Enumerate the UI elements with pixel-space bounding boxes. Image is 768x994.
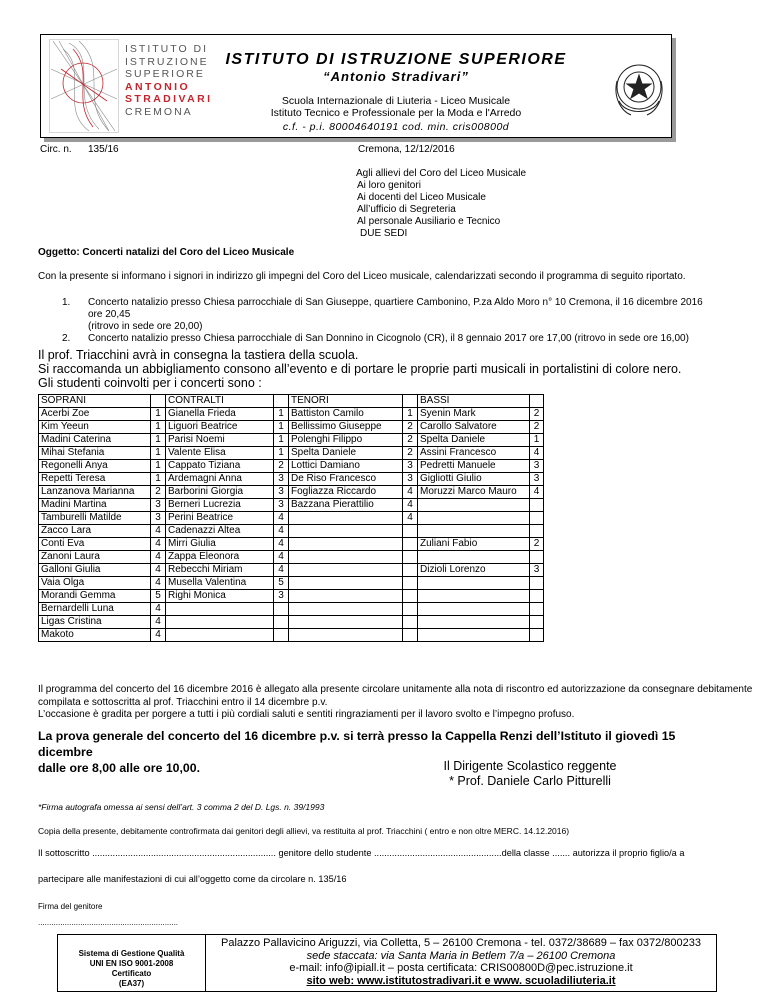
document-date: Cremona, 12/12/2016 (358, 144, 455, 155)
name-cell: Morandi Gemma (39, 590, 151, 603)
name-cell (418, 499, 530, 512)
logo-line: STRADIVARI (125, 93, 213, 105)
group-cell: 1 (151, 460, 166, 473)
group-cell: 1 (151, 473, 166, 486)
name-cell (289, 603, 403, 616)
table-row (39, 629, 544, 642)
group-cell: 3 (274, 499, 289, 512)
address-line: sede staccata: via Santa Maria in Betlem 7/a – 26100 Cremona (306, 949, 616, 962)
group-cell: 1 (530, 434, 544, 447)
institute-logo-icon (49, 39, 119, 133)
item-text: (ritrovo in sede ore 20,00) (88, 321, 203, 332)
group-cell (403, 616, 418, 629)
group-cell (530, 512, 544, 525)
cert-line: Certificato (111, 969, 152, 978)
concert-list (38, 297, 718, 345)
group-cell: 2 (403, 421, 418, 434)
name-cell: Regonelli Anya (39, 460, 151, 473)
logo-line: ANTONIO (125, 80, 191, 93)
name-cell: Zanoni Laura (39, 551, 151, 564)
group-cell (403, 603, 418, 616)
table-row (39, 603, 544, 616)
name-cell: Barborini Giorgia (166, 486, 274, 499)
group-cell: 1 (274, 434, 289, 447)
group-cell: 3 (274, 590, 289, 603)
group-cell: 1 (151, 434, 166, 447)
table-row (39, 408, 544, 421)
group-cell: 4 (274, 512, 289, 525)
name-cell (418, 577, 530, 590)
name-cell: Repetti Teresa (39, 473, 151, 486)
name-cell (289, 538, 403, 551)
name-cell: Carollo Salvatore (418, 421, 530, 434)
fiscal-code: c.f. - p.i. 80004640191 cod. min. cris00800d (282, 121, 510, 133)
table-row (39, 460, 544, 473)
group-cell: 4 (151, 616, 166, 629)
table-row (39, 590, 544, 603)
group-cell (403, 577, 418, 590)
name-cell: Bellissimo Giuseppe (289, 421, 403, 434)
name-cell: Valente Elisa (166, 447, 274, 460)
name-cell: Moruzzi Marco Mauro (418, 486, 530, 499)
name-cell: Mirri Giulia (166, 538, 274, 551)
group-cell (274, 603, 289, 616)
item-number: 2. (62, 333, 71, 344)
name-cell (166, 616, 274, 629)
item-text: Concerto natalizio presso Chiesa parrocchiale di San Giuseppe, quartiere Cambonino, P.za Aldo Moro n° 10 Cremona, il 16 dicembre 2016 ore 20,45 (88, 297, 703, 320)
name-cell: Zuliani Fabio (418, 538, 530, 551)
name-cell (418, 616, 530, 629)
group-cell (274, 629, 289, 642)
group-cell: 1 (151, 447, 166, 460)
group-cell: 4 (274, 564, 289, 577)
recipient: Al personale Ausiliario e Tecnico (357, 216, 501, 227)
group-cell: 2 (274, 460, 289, 473)
table-header-row (39, 395, 544, 408)
group-cell: 4 (274, 551, 289, 564)
group-cell: 1 (274, 447, 289, 460)
paragraph: dalle ore 8,00 alle ore 10,00. (38, 761, 201, 775)
name-cell: Mihai Stefania (39, 447, 151, 460)
name-cell (289, 616, 403, 629)
table-row (39, 577, 544, 590)
group-cell (530, 629, 544, 642)
paragraph: L’occasione è gradita per porgere a tutti i più cordiali saluti e sentiti ringraziamenti per il lavoro svolto e l’impegno profuso. (38, 709, 575, 720)
name-cell: Makoto (39, 629, 151, 642)
name-cell: CONTRALTI (166, 395, 274, 408)
group-cell: 3 (151, 499, 166, 512)
list-item (38, 333, 718, 345)
table-row (39, 538, 544, 551)
group-cell (530, 603, 544, 616)
table-row (39, 473, 544, 486)
cert-line: UNI EN ISO 9001-2008 (89, 959, 174, 968)
circular-label: Circ. n. (40, 144, 72, 155)
name-cell (418, 603, 530, 616)
email-line[interactable]: e-mail: info@ipiall.it – posta certificata: CRIS00800D@pec.istruzione.it (289, 962, 633, 974)
group-cell: 4 (151, 551, 166, 564)
authorization-form-line: partecipare alle manifestazioni di cui all’oggetto come da circolare n. 135/16 (38, 874, 347, 884)
name-cell (289, 551, 403, 564)
group-cell (403, 538, 418, 551)
group-cell: 3 (530, 473, 544, 486)
name-cell: Bazzana Pierattilio (289, 499, 403, 512)
name-cell: Pedretti Manuele (418, 460, 530, 473)
name-cell: Lanzanova Marianna (39, 486, 151, 499)
item-text: Concerto natalizio presso Chiesa parrocchiale di San Donnino in Cicognolo (CR), il 8 gennaio 2017 ore 17,00 (ritrovo in sede ore 16,00) (88, 333, 689, 344)
group-cell (403, 564, 418, 577)
recipient: All’ufficio di Segreteria (357, 204, 456, 215)
table-row (39, 525, 544, 538)
name-cell: Madini Caterina (39, 434, 151, 447)
header-line: Istituto Tecnico e Professionale per la Moda e l'Arredo (270, 107, 522, 119)
group-cell: 4 (151, 629, 166, 642)
logo-line: CREMONA (125, 105, 193, 118)
group-cell (403, 551, 418, 564)
choir-roster-table (38, 394, 544, 642)
name-cell (418, 512, 530, 525)
program-note (38, 684, 752, 722)
copy-note: Copia della presente, debitamente controfirmata dai genitori degli allievi, va restituita al prof. Triacchini ( entro e non oltre MERC. 14.12.2016) (38, 826, 570, 836)
table-row (39, 447, 544, 460)
name-cell (289, 564, 403, 577)
group-cell: 4 (274, 538, 289, 551)
name-cell: Spelta Daniele (289, 447, 403, 460)
name-cell: Dizioli Lorenzo (418, 564, 530, 577)
cert-line: (EA37) (118, 979, 145, 988)
header-line: Scuola Internazionale di Liuteria - Liceo Musicale (281, 95, 511, 107)
name-cell: BASSI (418, 395, 530, 408)
group-cell (403, 629, 418, 642)
group-cell: 3 (403, 460, 418, 473)
recipient: Agli allievi del Coro del Liceo Musicale (356, 168, 527, 179)
name-cell: Conti Eva (39, 538, 151, 551)
name-cell: SOPRANI (39, 395, 151, 408)
group-cell: 1 (403, 408, 418, 421)
intro-text: Con la presente si informano i signori in indirizzo gli impegni del Coro del Liceo musicale, calendarizzati secondo il programma di seguito riportato. (38, 271, 686, 282)
name-cell: Bernardelli Luna (39, 603, 151, 616)
group-cell (274, 616, 289, 629)
group-cell: 4 (151, 577, 166, 590)
logo-line: SUPERIORE (125, 68, 205, 80)
group-cell: 1 (274, 408, 289, 421)
circular-number: 135/16 (88, 144, 119, 155)
parent-signature-line: ............................................................... (38, 918, 179, 927)
name-cell (418, 525, 530, 538)
quality-certification (58, 935, 206, 991)
group-cell: 2 (530, 421, 544, 434)
instructions (38, 348, 681, 390)
item-number: 1. (62, 297, 71, 308)
group-cell: 4 (151, 525, 166, 538)
republic-emblem-icon (611, 41, 667, 131)
name-cell: Zappa Eleonora (166, 551, 274, 564)
name-cell: De Riso Francesco (289, 473, 403, 486)
cert-line: Sistema di Gestione Qualità (78, 949, 185, 958)
group-cell: 4 (151, 538, 166, 551)
name-cell: Cappato Tiziana (166, 460, 274, 473)
name-cell: Parisi Noemi (166, 434, 274, 447)
name-cell: TENORI (289, 395, 403, 408)
name-cell (166, 603, 274, 616)
group-cell (151, 395, 166, 408)
name-cell (418, 629, 530, 642)
group-cell (530, 525, 544, 538)
group-cell: 2 (403, 434, 418, 447)
name-cell: Tamburelli Matilde (39, 512, 151, 525)
address-line: Palazzo Pallavicino Ariguzzi, via Colletta, 5 – 26100 Cremona - tel. 0372/38689 – fax 0372/800233 (220, 937, 702, 949)
name-cell: Ligas Cristina (39, 616, 151, 629)
name-cell (289, 525, 403, 538)
group-cell (530, 590, 544, 603)
group-cell: 4 (151, 603, 166, 616)
name-cell: Madini Martina (39, 499, 151, 512)
contact-info (206, 937, 716, 987)
table-row (39, 551, 544, 564)
group-cell: 3 (403, 473, 418, 486)
paragraph: Il prof. Triacchini avrà in consegna la tastiera della scuola. (38, 348, 359, 362)
name-cell: Gianella Frieda (166, 408, 274, 421)
paragraph: Il programma del concerto del 16 dicembre 2016 è allegato alla presente circolare unitamente alla nota di riscontro ed autorizzazione da consegnare debitamente (38, 684, 753, 695)
group-cell: 5 (151, 590, 166, 603)
group-cell (403, 395, 418, 408)
group-cell (530, 551, 544, 564)
institute-subtitle: “Antonio Stradivari” (323, 69, 469, 84)
parent-signature-label: Firma del genitore (38, 902, 103, 911)
name-cell (166, 629, 274, 642)
group-cell: 4 (274, 525, 289, 538)
signature-role: Il Dirigente Scolastico reggente (443, 759, 617, 773)
group-cell: 5 (274, 577, 289, 590)
group-cell (530, 616, 544, 629)
name-cell: Kim Yeeun (39, 421, 151, 434)
group-cell (530, 577, 544, 590)
group-cell: 2 (530, 408, 544, 421)
group-cell (530, 395, 544, 408)
signature-block (380, 759, 680, 789)
subject: Oggetto: Concerti natalizi del Coro del Liceo Musicale (38, 247, 295, 258)
name-cell: Battiston Camilo (289, 408, 403, 421)
group-cell: 1 (151, 421, 166, 434)
table-row (39, 486, 544, 499)
name-cell: Assini Francesco (418, 447, 530, 460)
name-cell: Zacco Lara (39, 525, 151, 538)
group-cell: 3 (530, 564, 544, 577)
paragraph: Si raccomanda un abbigliamento consono all’evento e di portare le proprie parti musicali in portalistini di colore nero. (38, 362, 682, 376)
group-cell (403, 525, 418, 538)
name-cell: Spelta Daniele (418, 434, 530, 447)
group-cell: 3 (274, 486, 289, 499)
recipient: DUE SEDI (360, 228, 408, 239)
name-cell (289, 629, 403, 642)
group-cell (530, 499, 544, 512)
group-cell: 2 (151, 486, 166, 499)
name-cell: Ardemagni Anna (166, 473, 274, 486)
name-cell: Syenin Mark (418, 408, 530, 421)
recipients (356, 168, 526, 240)
name-cell: Polenghi Filippo (289, 434, 403, 447)
table-row (39, 616, 544, 629)
logo-text (125, 43, 212, 118)
recipient: Ai loro genitori (357, 180, 421, 191)
paragraph: La prova generale del concerto del 16 dicembre p.v. si terrà presso la Cappella Renzi dell’Istituto il giovedì 15 dicembre (38, 729, 676, 759)
group-cell: 2 (530, 538, 544, 551)
group-cell: 4 (530, 486, 544, 499)
group-cell: 2 (403, 447, 418, 460)
name-cell (289, 512, 403, 525)
name-cell: Gigliotti Giulio (418, 473, 530, 486)
table-row (39, 564, 544, 577)
recipient: Ai docenti del Liceo Musicale (357, 192, 486, 203)
group-cell: 4 (403, 486, 418, 499)
name-cell: Lottici Damiano (289, 460, 403, 473)
footer-box (57, 934, 717, 992)
table-row (39, 421, 544, 434)
name-cell: Rebecchi Miriam (166, 564, 274, 577)
table-row (39, 512, 544, 525)
signature-name: * Prof. Daniele Carlo Pitturelli (449, 774, 611, 788)
group-cell: 4 (403, 499, 418, 512)
name-cell (289, 577, 403, 590)
group-cell: 4 (151, 564, 166, 577)
name-cell: Liguori Beatrice (166, 421, 274, 434)
group-cell: 3 (274, 473, 289, 486)
list-item (38, 297, 718, 333)
name-cell: Galloni Giulia (39, 564, 151, 577)
footnote: *Firma autografa omessa ai sensi dell’art. 3 comma 2 del D. Lgs. n. 39/1993 (38, 802, 325, 812)
name-cell (418, 551, 530, 564)
name-cell: Acerbi Zoe (39, 408, 151, 421)
paragraph: compilata e sottoscritta al prof. Triacchini entro il 14 dicembre p.v. (38, 696, 328, 708)
table-row (39, 434, 544, 447)
name-cell: Vaia Olga (39, 577, 151, 590)
logo-line: ISTITUTO DI (125, 43, 209, 55)
name-cell: Perini Beatrice (166, 512, 274, 525)
group-cell (403, 590, 418, 603)
letterhead (40, 34, 672, 138)
website-link[interactable]: sito web: www.istitutostradivari.it e www. scuoladiliuteria.it (306, 974, 616, 987)
name-cell: Righi Monica (166, 590, 274, 603)
name-cell (289, 590, 403, 603)
name-cell: Cadenazzi Altea (166, 525, 274, 538)
group-cell: 1 (151, 408, 166, 421)
name-cell (418, 590, 530, 603)
institute-title: ISTITUTO DI ISTRUZIONE SUPERIORE (225, 51, 567, 68)
paragraph: Gli studenti coinvolti per i concerti sono : (38, 376, 262, 390)
group-cell (274, 395, 289, 408)
group-cell: 4 (530, 447, 544, 460)
authorization-form-line: Il sottoscritto ........................................................................ genitore dello studente ..................................................della classe ....... autorizza il proprio figlio/a a (38, 848, 685, 858)
table-row (39, 499, 544, 512)
name-cell: Fogliazza Riccardo (289, 486, 403, 499)
group-cell: 3 (530, 460, 544, 473)
group-cell: 4 (403, 512, 418, 525)
group-cell: 3 (151, 512, 166, 525)
logo-line: ISTRUZIONE (125, 55, 209, 68)
name-cell: Musella Valentina (166, 577, 274, 590)
group-cell: 1 (274, 421, 289, 434)
name-cell: Berneri Lucrezia (166, 499, 274, 512)
